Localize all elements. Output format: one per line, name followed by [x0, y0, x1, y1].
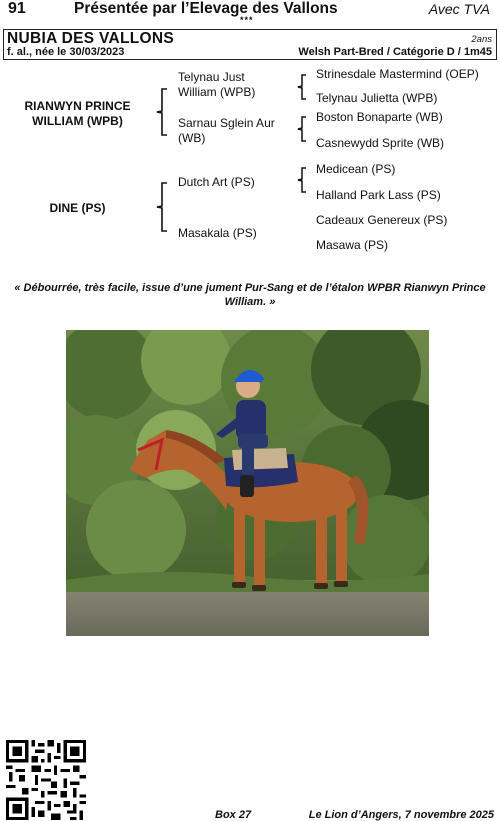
- pedigree-sire-sire-sire: Strinesdale Mastermind (OEP): [316, 67, 479, 81]
- pedigree-dam-dam-sire: Cadeaux Genereux (PS): [316, 213, 448, 227]
- pedigree-dam-sire: Dutch Art (PS): [178, 175, 255, 189]
- box-number: Box 27: [215, 809, 252, 821]
- horse-age: 2ans: [471, 34, 492, 45]
- pedigree-dam-dam: Masakala (PS): [178, 226, 257, 240]
- sale-location-date: Le Lion d’Angers, 7 novembre 2025: [308, 809, 494, 821]
- horse-title-box: [3, 29, 497, 60]
- pedigree-sire-dam: Sarnau Sglein Aur (WB): [178, 116, 275, 145]
- pedigree-sire-dam-sire: Boston Bonaparte (WB): [316, 110, 443, 124]
- rating-stars: ***: [240, 15, 254, 25]
- pedigree-dam-dam-dam: Masawa (PS): [316, 238, 389, 252]
- sire-brace: [155, 88, 169, 136]
- pedigree-dam-sire-sire: Medicean (PS): [316, 162, 396, 176]
- sire-dam-brace: [296, 116, 308, 142]
- pedigree-sire-dam-dam: Casnewydd Sprite (WB): [316, 136, 445, 150]
- qr-code-icon[interactable]: [6, 740, 86, 820]
- breed-category: Welsh Part-Bred / Catégorie D / 1m45: [298, 46, 492, 58]
- lot-number: 91: [8, 0, 26, 17]
- description-quote: « Débourrée, très facile, issue d’une jument Pur-Sang et de l’étalon WPBR Rianwyn Prince William. »: [14, 282, 486, 308]
- horse-name: NUBIA DES VALLONS: [7, 30, 174, 47]
- presenter-title: Présentée par l’Elevage des Vallons: [74, 0, 338, 17]
- dam-sire-brace: [296, 167, 308, 193]
- pedigree-dam-sire-dam: Halland Park Lass (PS): [316, 188, 441, 202]
- pedigree-sire: RIANWYN PRINCE WILLIAM (WPB): [24, 99, 131, 128]
- pedigree-sire-sire: Telynau Just William (WPB): [178, 70, 256, 99]
- horse-details: f. al., née le 30/03/2023: [7, 46, 125, 58]
- sire-sire-brace: [296, 74, 308, 100]
- dam-brace: [155, 182, 169, 232]
- pedigree-dam: DINE (PS): [49, 201, 106, 215]
- pedigree-sire-sire-dam: Telynau Julietta (WPB): [316, 91, 438, 105]
- vat-label: Avec TVA: [428, 1, 490, 17]
- horse-photo: [66, 330, 429, 636]
